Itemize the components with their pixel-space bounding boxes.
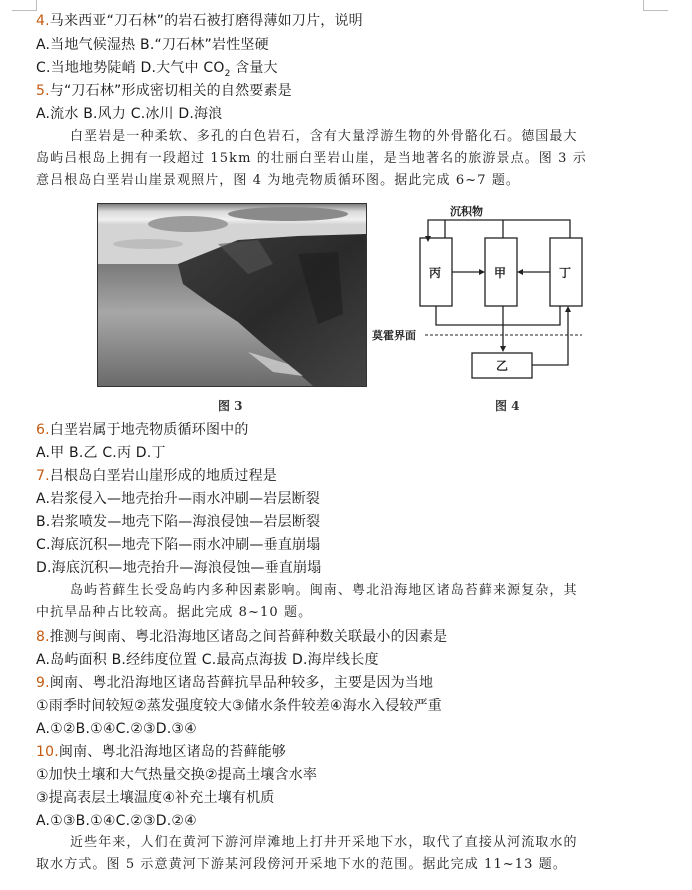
question-number: 7. [36, 468, 50, 484]
question-number: 9. [36, 675, 50, 691]
passage-line [36, 580, 648, 602]
passage-line: 取水方式。图 5 示意黄河下游某河段傍河开采地下水的范围。据此完成 11~13 题。 [36, 857, 567, 872]
question-7-option-a: A.岩浆侵入—地壳抬升—雨水冲刷—岩层断裂 [36, 491, 320, 507]
question-6-options: A.甲 B.乙 C.丙 D.丁 [36, 445, 166, 461]
question-7-stem [36, 466, 277, 486]
question-9-options: A.①②B.①④C.②③D.③④ [36, 721, 197, 737]
question-9-statements: ①雨季时间较短②蒸发强度较大③储水条件较差④海水入侵较严重 [36, 698, 443, 714]
passage-yellow-river [36, 832, 648, 876]
label-jia: 甲 [494, 266, 507, 280]
question-number: 10. [36, 744, 59, 760]
passage-line [36, 832, 648, 854]
question-7-option-c: C.海底沉积—地壳下陷—雨水冲刷—垂直崩塌 [36, 537, 321, 553]
question-6-stem [36, 420, 249, 440]
question-8-stem [36, 627, 447, 647]
figure-3-caption: 图 3 [218, 399, 243, 413]
label-ding: 丁 [559, 266, 572, 280]
figure-4-caption: 图 4 [495, 399, 520, 413]
page-corner-mark-left [12, 0, 37, 11]
crust-material-cycle-svg [370, 195, 600, 395]
label-moho: 莫霍界面 [372, 329, 416, 342]
question-number: 4. [36, 13, 50, 29]
passage-line: 岛屿吕根岛上拥有一段超过 15km 的壮丽白垩岩山崖，是当地著名的旅游景点。图 3 示 [36, 151, 587, 166]
question-text: 白垩岩属于地壳物质循环图中的 [49, 422, 249, 438]
passage-moss [36, 580, 648, 624]
question-text: 与“刀石林”形成密切相关的自然要素是 [49, 83, 292, 99]
question-number: 6. [36, 422, 50, 438]
subscript: 2 [224, 68, 231, 79]
question-4-options-cd [36, 58, 278, 84]
question-10-statements-1: ①加快土壤和大气热量交换②提高土壤含水率 [36, 767, 318, 783]
question-4-stem [36, 11, 363, 31]
question-text: 马来西亚“刀石林”的岩石被打磨得薄如刀片，说明 [49, 13, 363, 29]
cliff-photo-illustration [98, 204, 366, 386]
passage-text: 岛屿苔藓生长受岛屿内多种因素影响。闽南、粤北沿海地区诸岛苔藓来源复杂，其 [70, 583, 578, 598]
question-number: 8. [36, 629, 50, 645]
question-10-statements-2: ③提高表层土壤温度④补充土壤有机质 [36, 790, 275, 806]
label-sediment: 沉积物 [450, 205, 483, 218]
question-4-options-ab: A.当地气候湿热 B.“刀石林”岩性坚硬 [36, 37, 269, 53]
passage-line: 中抗旱品种占比较高。据此完成 8~10 题。 [36, 605, 313, 620]
question-8-options: A.岛屿面积 B.经纬度位置 C.最高点海拔 D.海岸线长度 [36, 652, 379, 668]
question-5-stem [36, 81, 292, 101]
label-bing: 丙 [429, 266, 442, 280]
passage-chalk-cliff [36, 126, 648, 192]
passage-text: 近些年来，人们在黄河下游河岸滩地上打井开采地下水，取代了直接从河流取水的 [70, 835, 578, 850]
question-7-option-d: D.海底沉积—地壳抬升—海浪侵蚀—垂直崩塌 [36, 560, 322, 576]
label-yi: 乙 [496, 359, 509, 373]
question-5-options: A.流水 B.风力 C.冰川 D.海浪 [36, 106, 223, 122]
question-number: 5. [36, 83, 50, 99]
passage-line: 意吕根岛白垩岩山崖景观照片，图 4 为地壳物质循环图。据此完成 6~7 题。 [36, 173, 521, 188]
question-text: 闽南、粤北沿海地区诸岛苔藓抗旱品种较多，主要是因为当地 [49, 675, 434, 691]
question-7-option-b: B.岩浆喷发—地壳下陷—海浪侵蚀—岩层断裂 [36, 514, 321, 530]
figure-3-cliff-photo [97, 203, 367, 387]
question-text: 闽南、粤北沿海地区诸岛的苔藓能够 [58, 744, 287, 760]
question-text: 吕根岛白垩岩山崖形成的地质过程是 [49, 468, 277, 484]
question-text: 推测与闽南、粤北沿海地区诸岛之间苔藓种数关联最小的因素是 [49, 629, 448, 645]
passage-text: 白垩岩是一种柔软、多孔的白色岩石，含有大量浮游生物的外骨骼化石。德国最大 [70, 129, 578, 144]
passage-line [36, 126, 648, 148]
question-9-stem [36, 673, 433, 693]
figure-4-crust-cycle-diagram [370, 195, 600, 395]
page-corner-mark-right [643, 0, 668, 11]
option-text: C.当地地势陡峭 D.大气中 CO [36, 60, 225, 76]
question-10-options: A.①③B.①④C.②③D.②④ [36, 813, 197, 829]
question-10-stem [36, 742, 286, 762]
option-text: 含量大 [230, 60, 278, 76]
